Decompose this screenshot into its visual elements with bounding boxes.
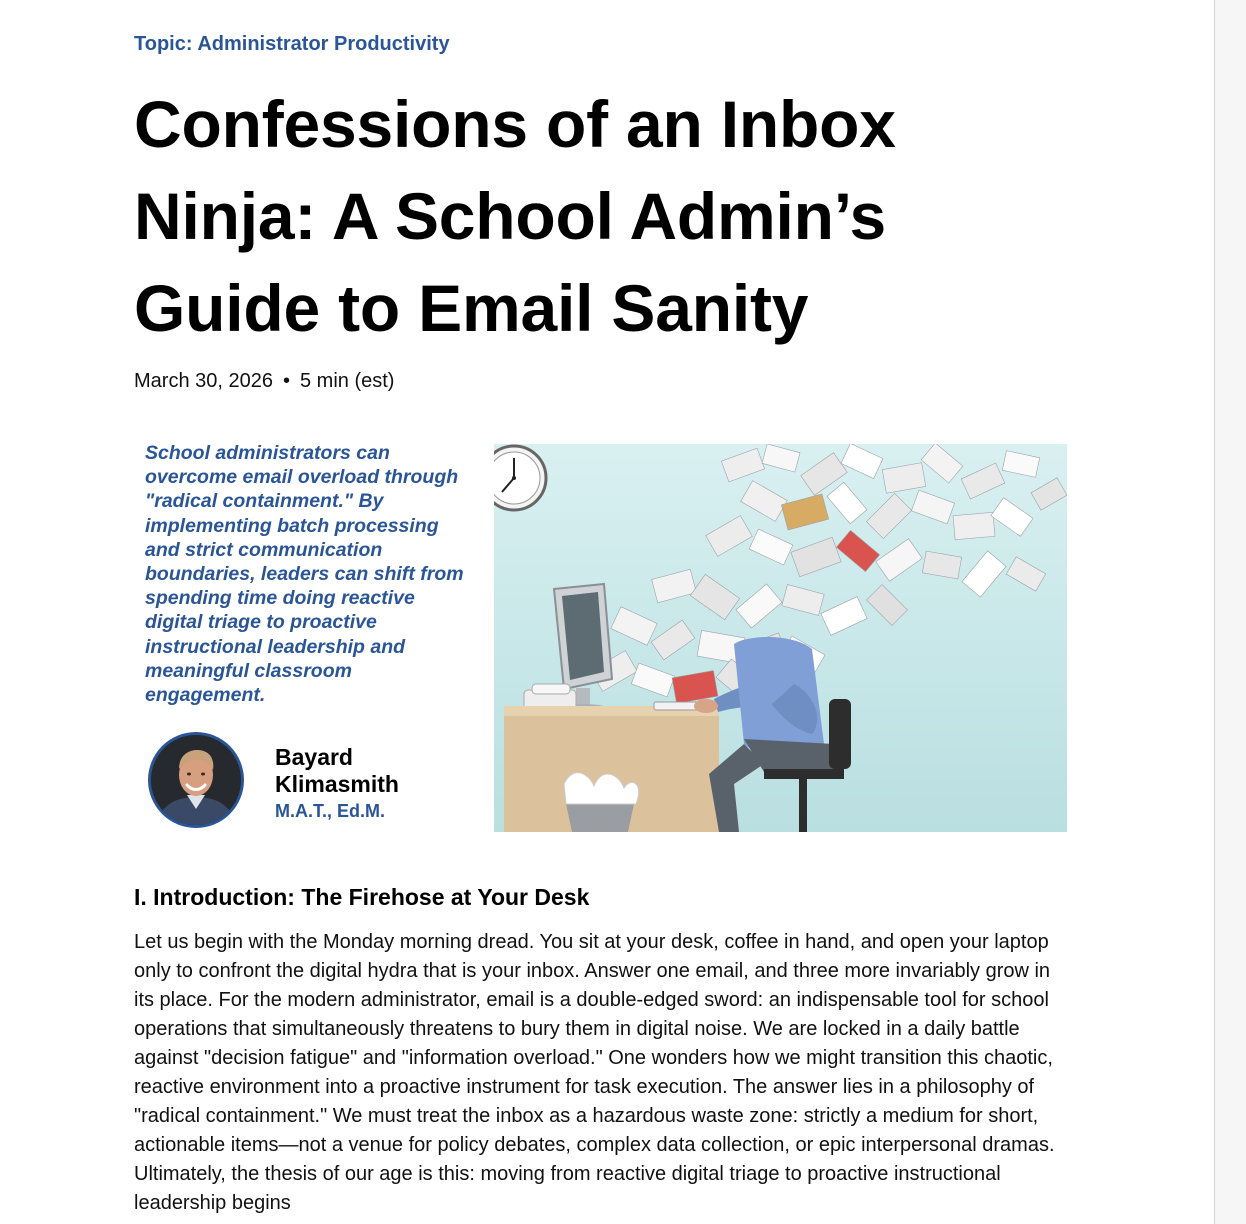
read-time: 5 min (est) [300,370,395,392]
section-paragraph: Let us begin with the Monday morning dread. You sit at your desk, coffee in hand, and open your laptop only to confront the digital hydra that is your inbox. Answer one email, and three more invariably grow in its place. For the modern administrator, email is a double-edged sword: an indispensable tool for school operations that simultaneously threatens to bury them in digital noise. We are locked in a daily battle against "decision fatigue" and "information overload." One wonders how we might transition this chaotic, reactive environment into a proactive instrument for task execution. The answer lies in a philosophy of "radical containment." We must treat the inbox as a hazardous waste zone: strictly a medium for short, actionable items—not a venue for policy debates, complex data collection, or epic interpersonal dramas. Ultimately, the thesis of our age is this: moving from reactive digital triage to proactive instructional leadership begins [134,931,1055,1214]
article-title: Confessions of an Inbox Ninja: A School Admin’s Guide to Email Sanity [134,87,896,345]
meta-separator: • [282,370,290,392]
scrollbar-track[interactable] [1214,0,1246,1224]
hero-image [494,444,1067,832]
article-meta [134,370,394,393]
section-heading: I. Introduction: The Firehose at Your Desk [134,884,590,910]
author-portrait-image [151,735,241,825]
topic-label: Topic: Administrator Productivity [134,33,450,55]
clock-icon [494,446,546,510]
article-summary: School administrators can overcome email overload through "radical containment." By implementing batch processing and strict communication boundaries, leaders can shift from spending time doing reactive digital triage to proactive instructional leadership and meaningful classroom engagement. [145,442,464,707]
author-name: Bayard Klimasmith [275,744,399,797]
publish-date: March 30, 2026 [134,370,273,392]
author-credentials: M.A.T., Ed.M. [275,801,385,821]
email-overload-illustration [494,444,1067,832]
author-avatar [148,732,244,828]
